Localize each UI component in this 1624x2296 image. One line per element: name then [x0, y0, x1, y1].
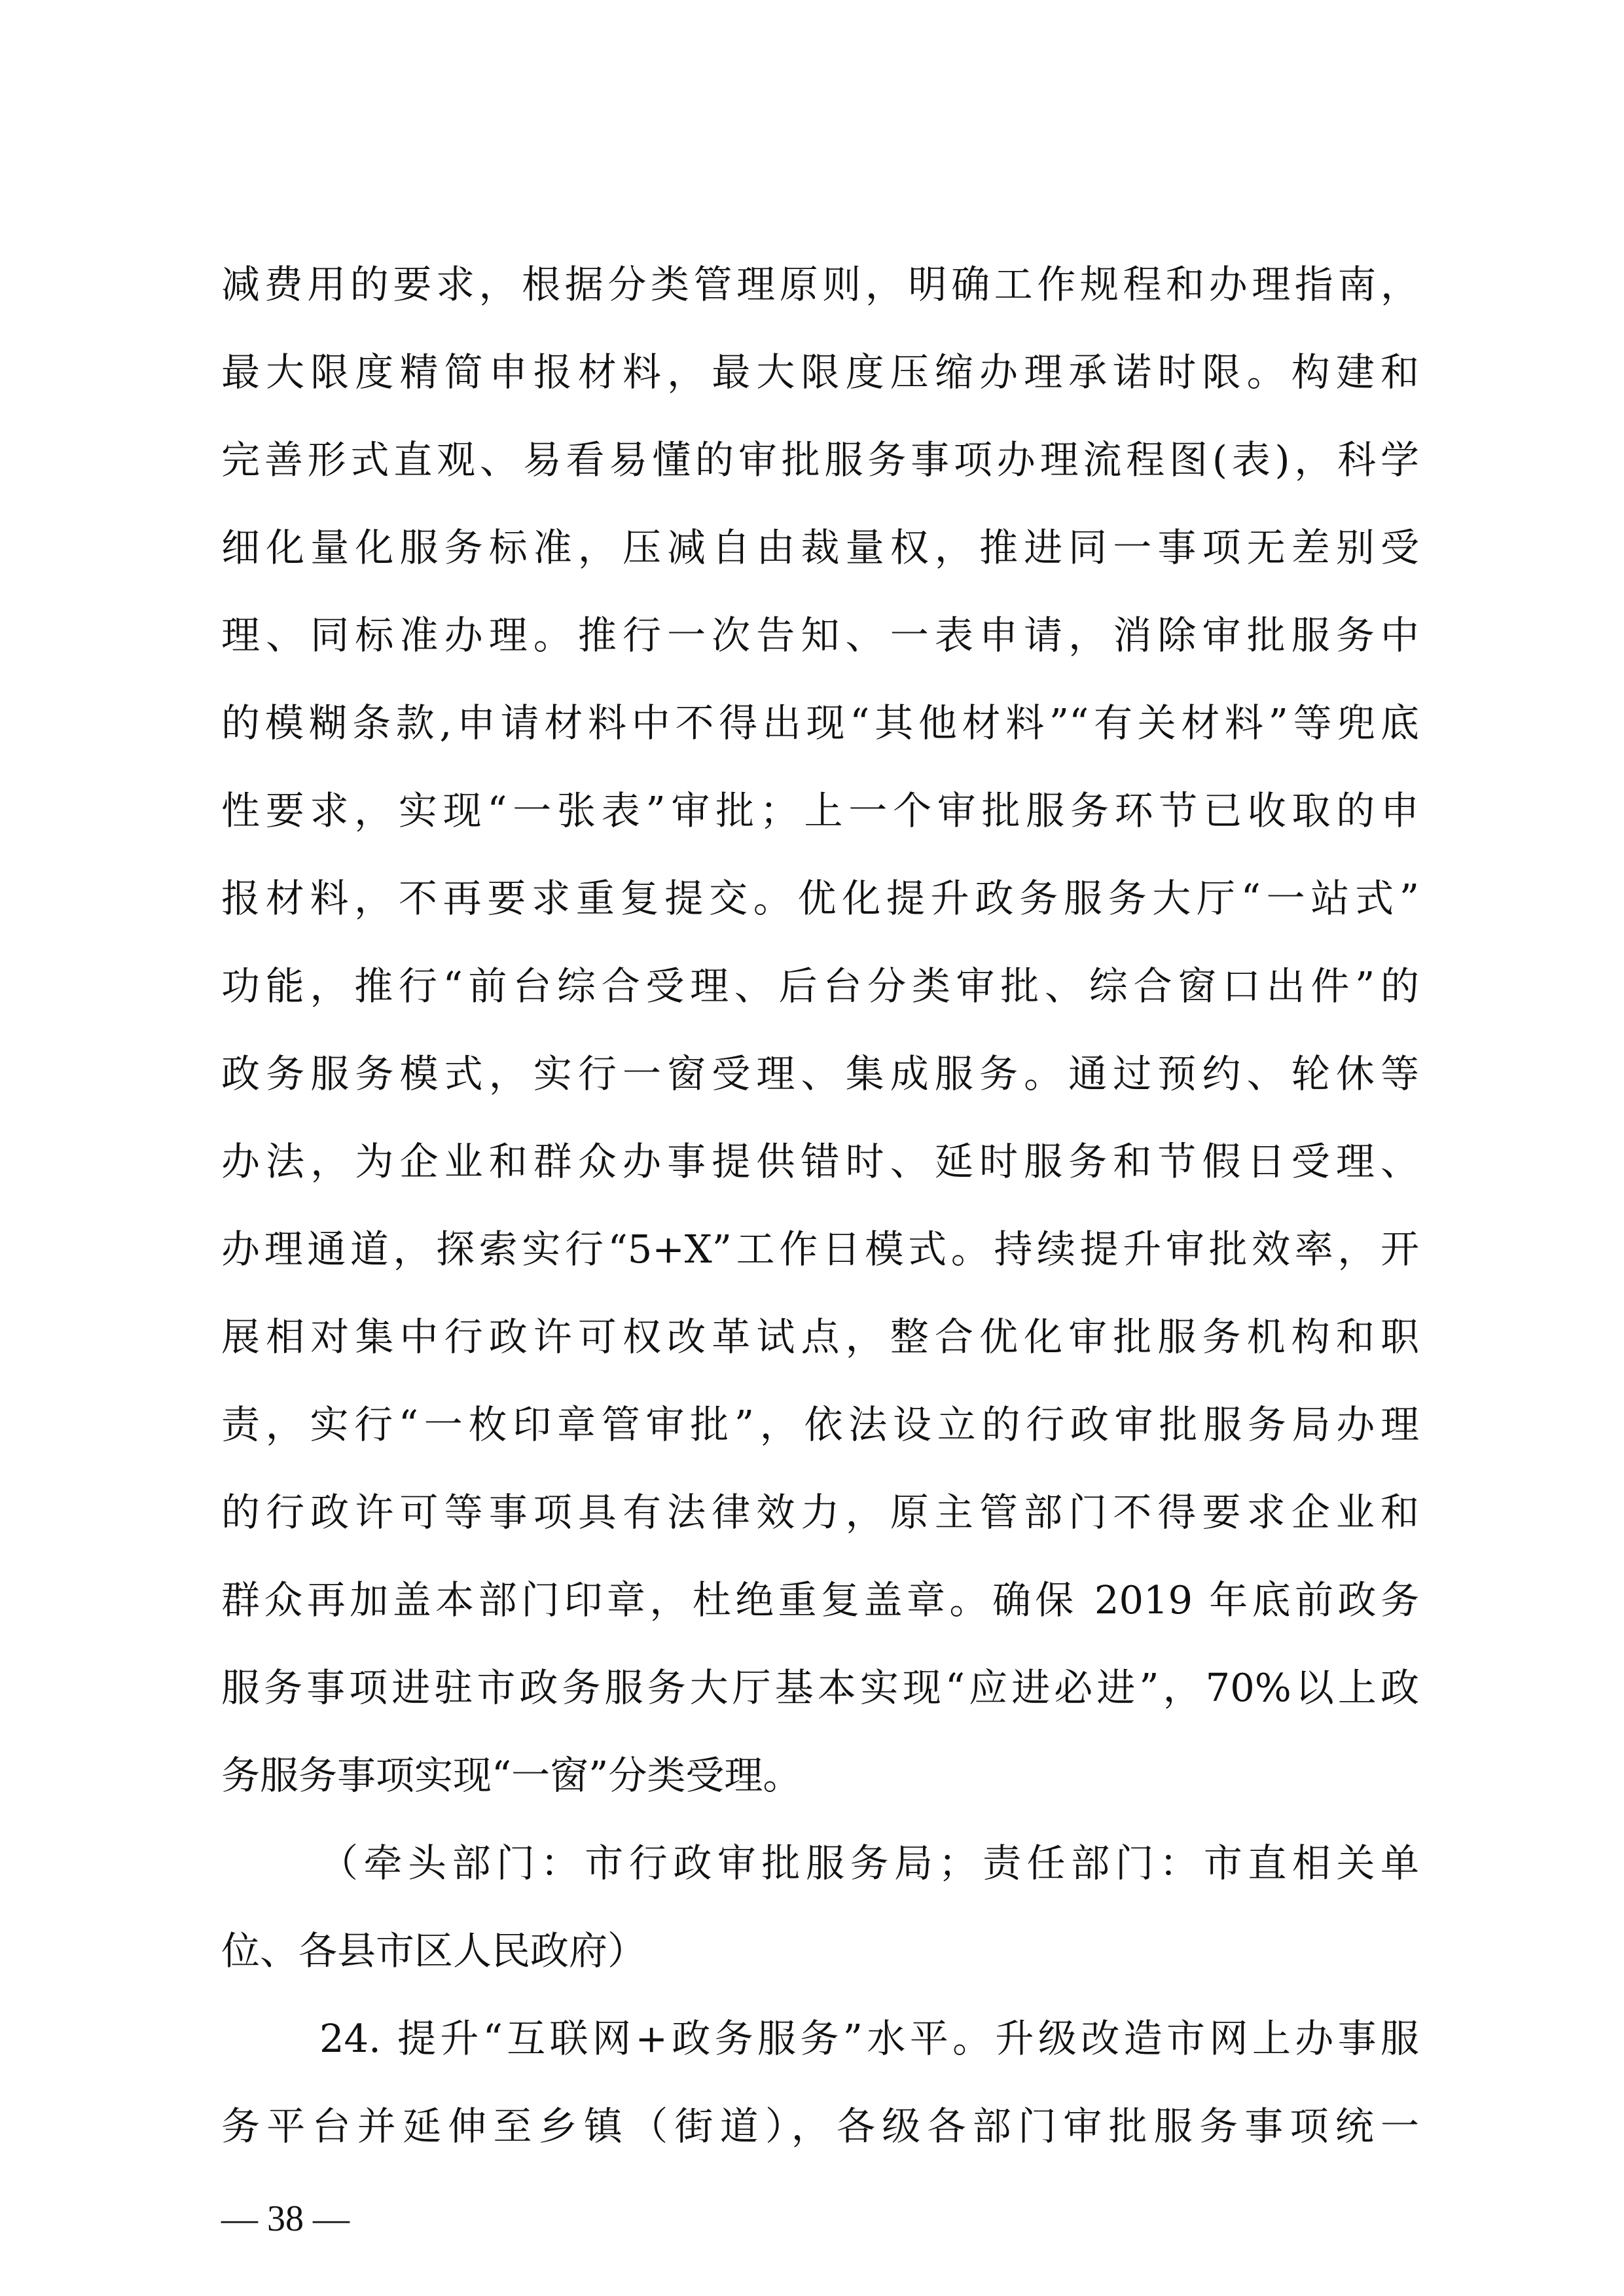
text-line: 政务服务模式，实行一窗受理、集成服务。通过预约、轮休等 [221, 1051, 1419, 1096]
text-line: 服务事项进驻市政务服务大厅基本实现“应进必进”，70%以上政 [221, 1665, 1419, 1710]
responsibility-note-line: 位、各县市区人民政府） [221, 1928, 647, 1973]
text-line: 的模糊条款,申请材料中不得出现“其他材料”“有关材料”等兜底 [221, 700, 1419, 745]
text-line: 功能，推行“前台综合受理、后台分类审批、综合窗口出件”的 [221, 963, 1419, 1009]
text-line: 细化量化服务标准，压减自由裁量权，推进同一事项无差别受 [221, 525, 1419, 570]
text-line: 减费用的要求，根据分类管理原则，明确工作规程和办理指南， [221, 262, 1419, 307]
text-line: 务服务事项实现“一窗”分类受理。 [221, 1753, 802, 1798]
text-line: 完善形式直观、易看易懂的审批服务事项办理流程图(表)，科学 [221, 437, 1419, 482]
text-line: 展相对集中行政许可权改革试点，整合优化审批服务机构和职 [221, 1314, 1419, 1359]
text-line: 群众再加盖本部门印章，杜绝重复盖章。确保 2019 年底前政务 [221, 1577, 1419, 1623]
text-line: 办理通道，探索实行“5+X”工作日模式。持续提升审批效率，开 [221, 1227, 1419, 1272]
text-line: 务平台并延伸至乡镇（街道），各级各部门审批服务事项统一 [221, 2104, 1419, 2149]
text-line: 报材料，不再要求重复提交。优化提升政务服务大厅“一站式” [221, 876, 1419, 921]
text-line: 办法，为企业和群众办事提供错时、延时服务和节假日受理、 [221, 1139, 1419, 1184]
text-line: 性要求，实现“一张表”审批；上一个审批服务环节已收取的申 [221, 788, 1419, 833]
text-line: 责，实行“一枚印章管审批”，依法设立的行政审批服务局办理 [221, 1402, 1419, 1447]
page-number: — 38 — [221, 2198, 350, 2239]
responsibility-note-line: （牵头部门：市行政审批服务局；责任部门：市直相关单 [319, 1840, 1419, 1886]
text-line: 理、同标准办理。推行一次告知、一表申请，消除审批服务中 [221, 613, 1419, 658]
text-line: 最大限度精简申报材料，最大限度压缩办理承诺时限。构建和 [221, 350, 1419, 395]
section-heading-line: 24. 提升“互联网+政务服务”水平。升级改造市网上办事服 [319, 2016, 1419, 2061]
text-line: 的行政许可等事项具有法律效力，原主管部门不得要求企业和 [221, 1490, 1419, 1535]
